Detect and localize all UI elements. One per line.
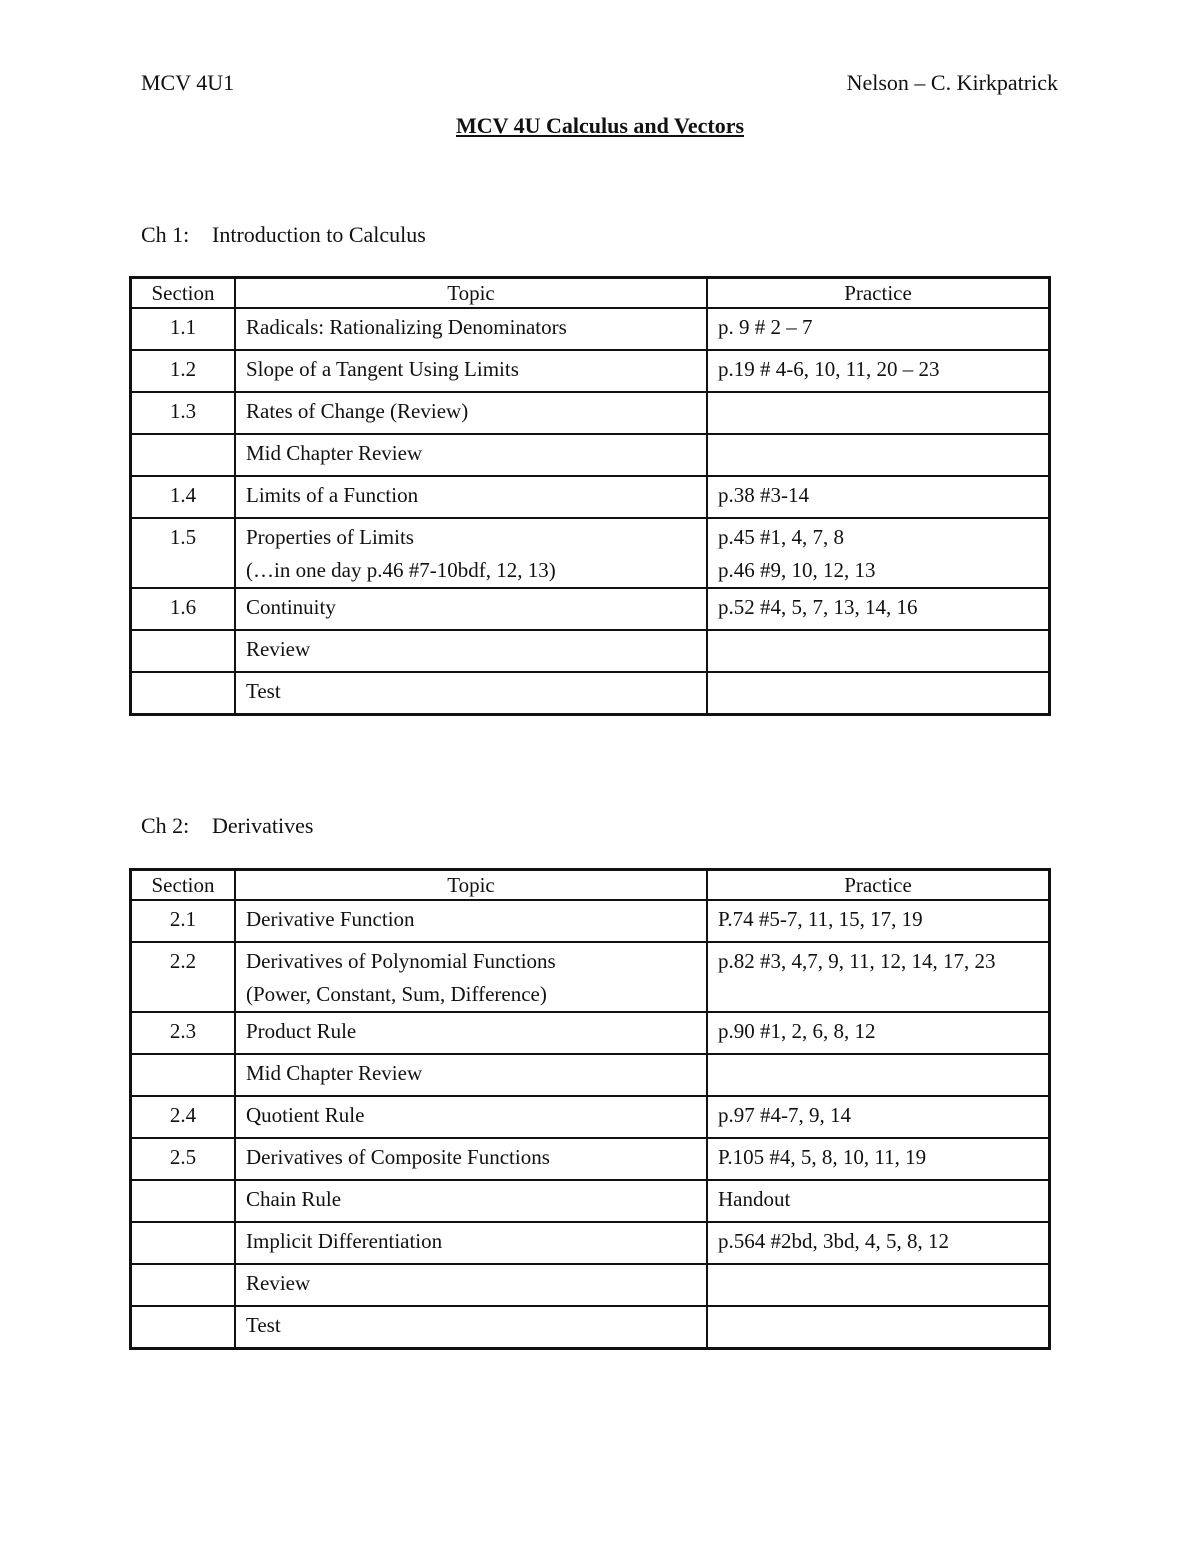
- topic-text: (Power, Constant, Sum, Difference): [246, 982, 547, 1006]
- topic-text: Derivatives of Composite Functions: [246, 1145, 550, 1169]
- table-row: [131, 308, 1050, 350]
- topic-cell: [235, 900, 707, 942]
- topic-cell: [235, 476, 707, 518]
- column-header: Section: [131, 870, 236, 901]
- section-cell: 1.5: [131, 518, 236, 588]
- section-cell: [131, 1222, 236, 1264]
- practice-cell: [707, 588, 1050, 630]
- topic-cell: [235, 1264, 707, 1306]
- section-cell: [131, 630, 236, 672]
- table-row: [131, 392, 1050, 434]
- table-row: [131, 672, 1050, 715]
- chapter-label: Ch 2:: [141, 813, 190, 838]
- section-cell: 2.5: [131, 1138, 236, 1180]
- topic-text: Implicit Differentiation: [246, 1229, 443, 1253]
- practice-cell: [707, 1222, 1050, 1264]
- topic-cell: [235, 392, 707, 434]
- column-header: Topic: [235, 870, 707, 901]
- chapter-label: Ch 1:: [141, 222, 190, 247]
- topic-cell: [235, 1096, 707, 1138]
- practice-cell: [707, 308, 1050, 350]
- practice-text: Handout: [718, 1187, 791, 1211]
- chapter-2-heading: [141, 813, 313, 839]
- practice-cell: [707, 434, 1050, 476]
- table-row: [131, 630, 1050, 672]
- table-row: [131, 588, 1050, 630]
- column-header: Practice: [707, 870, 1050, 901]
- practice-cell: [707, 518, 1050, 588]
- topic-cell: [235, 1222, 707, 1264]
- chapter-2-table: [129, 868, 1051, 1350]
- header-course-code: MCV 4U1: [141, 70, 235, 95]
- topic-text: Derivative Function: [246, 907, 415, 931]
- topic-cell: [235, 1012, 707, 1054]
- practice-cell: [707, 1012, 1050, 1054]
- practice-text: p.46 #9, 10, 12, 13: [718, 558, 876, 582]
- chapter-name: Introduction to Calculus: [212, 222, 426, 247]
- section-cell: 1.6: [131, 588, 236, 630]
- topic-cell: [235, 1054, 707, 1096]
- table-row: [131, 1012, 1050, 1054]
- topic-text: Limits of a Function: [246, 483, 419, 507]
- practice-cell: [707, 1306, 1050, 1349]
- practice-text: p.90 #1, 2, 6, 8, 12: [718, 1019, 876, 1043]
- practice-cell: [707, 1138, 1050, 1180]
- topic-cell: [235, 518, 707, 588]
- section-cell: 1.4: [131, 476, 236, 518]
- practice-cell: [707, 1264, 1050, 1306]
- practice-text: p.52 #4, 5, 7, 13, 14, 16: [718, 595, 918, 619]
- column-header: Section: [131, 278, 236, 309]
- table-row: [131, 942, 1050, 1012]
- topic-cell: [235, 1138, 707, 1180]
- section-cell: 1.2: [131, 350, 236, 392]
- topic-text: Properties of Limits: [246, 525, 414, 549]
- topic-text: Mid Chapter Review: [246, 1061, 423, 1085]
- topic-cell: [235, 350, 707, 392]
- chapter-1-table: [129, 276, 1051, 716]
- topic-cell: [235, 1306, 707, 1349]
- table-row: [131, 1054, 1050, 1096]
- practice-text: P.74 #5-7, 11, 15, 17, 19: [718, 907, 923, 931]
- chapter-1-heading: [141, 222, 426, 248]
- practice-cell: [707, 672, 1050, 715]
- topic-text: Product Rule: [246, 1019, 357, 1043]
- table-row: [131, 1096, 1050, 1138]
- column-header: Topic: [235, 278, 707, 309]
- topic-cell: [235, 434, 707, 476]
- table-row: [131, 350, 1050, 392]
- table-row: [131, 1222, 1050, 1264]
- practice-cell: [707, 476, 1050, 518]
- practice-cell: [707, 392, 1050, 434]
- practice-text: p.82 #3, 4,7, 9, 11, 12, 14, 17, 23: [718, 949, 996, 973]
- practice-cell: [707, 630, 1050, 672]
- practice-text: p.38 #3-14: [718, 483, 809, 507]
- topic-text: Quotient Rule: [246, 1103, 365, 1127]
- topic-text: Chain Rule: [246, 1187, 342, 1211]
- section-cell: [131, 434, 236, 476]
- section-cell: 1.1: [131, 308, 236, 350]
- practice-text: p. 9 # 2 – 7: [718, 315, 813, 339]
- topic-text: (…in one day p.46 #7-10bdf, 12, 13): [246, 558, 556, 582]
- practice-text: p.45 #1, 4, 7, 8: [718, 525, 844, 549]
- topic-cell: [235, 308, 707, 350]
- section-cell: 2.1: [131, 900, 236, 942]
- practice-cell: [707, 900, 1050, 942]
- practice-cell: [707, 1096, 1050, 1138]
- topic-cell: [235, 1180, 707, 1222]
- section-cell: [131, 672, 236, 715]
- column-header: Practice: [707, 278, 1050, 309]
- chapter-name: Derivatives: [212, 813, 314, 838]
- topic-text: Review: [246, 637, 311, 661]
- practice-text: p.564 #2bd, 3bd, 4, 5, 8, 12: [718, 1229, 949, 1253]
- topic-text: Test: [246, 679, 281, 703]
- table-row: [131, 1306, 1050, 1349]
- section-cell: [131, 1306, 236, 1349]
- practice-cell: [707, 350, 1050, 392]
- table-row: [131, 1180, 1050, 1222]
- topic-cell: [235, 942, 707, 1012]
- practice-cell: [707, 1054, 1050, 1096]
- table-row: [131, 476, 1050, 518]
- section-cell: [131, 1264, 236, 1306]
- topic-cell: [235, 630, 707, 672]
- table-header-row: [131, 870, 1050, 901]
- topic-text: Derivatives of Polynomial Functions: [246, 949, 556, 973]
- topic-cell: [235, 588, 707, 630]
- topic-cell: [235, 672, 707, 715]
- table-row: [131, 900, 1050, 942]
- section-cell: [131, 1054, 236, 1096]
- table-row: [131, 518, 1050, 588]
- section-cell: 2.2: [131, 942, 236, 1012]
- page-title: MCV 4U Calculus and Vectors: [455, 113, 745, 138]
- table-row: [131, 1264, 1050, 1306]
- section-cell: [131, 1180, 236, 1222]
- topic-text: Review: [246, 1271, 311, 1295]
- practice-cell: [707, 942, 1050, 1012]
- topic-text: Test: [246, 1313, 281, 1337]
- topic-text: Rates of Change (Review): [246, 399, 469, 423]
- topic-text: Mid Chapter Review: [246, 441, 423, 465]
- practice-text: P.105 #4, 5, 8, 10, 11, 19: [718, 1145, 927, 1169]
- practice-text: p.19 # 4-6, 10, 11, 20 – 23: [718, 357, 940, 381]
- topic-text: Slope of a Tangent Using Limits: [246, 357, 519, 381]
- table-header-row: [131, 278, 1050, 309]
- section-cell: 1.3: [131, 392, 236, 434]
- practice-text: p.97 #4-7, 9, 14: [718, 1103, 851, 1127]
- table-row: [131, 434, 1050, 476]
- header-author: Nelson – C. Kirkpatrick: [846, 70, 1058, 95]
- table-row: [131, 1138, 1050, 1180]
- section-cell: 2.4: [131, 1096, 236, 1138]
- practice-cell: [707, 1180, 1050, 1222]
- section-cell: 2.3: [131, 1012, 236, 1054]
- topic-text: Radicals: Rationalizing Denominators: [246, 315, 567, 339]
- topic-text: Continuity: [246, 595, 336, 619]
